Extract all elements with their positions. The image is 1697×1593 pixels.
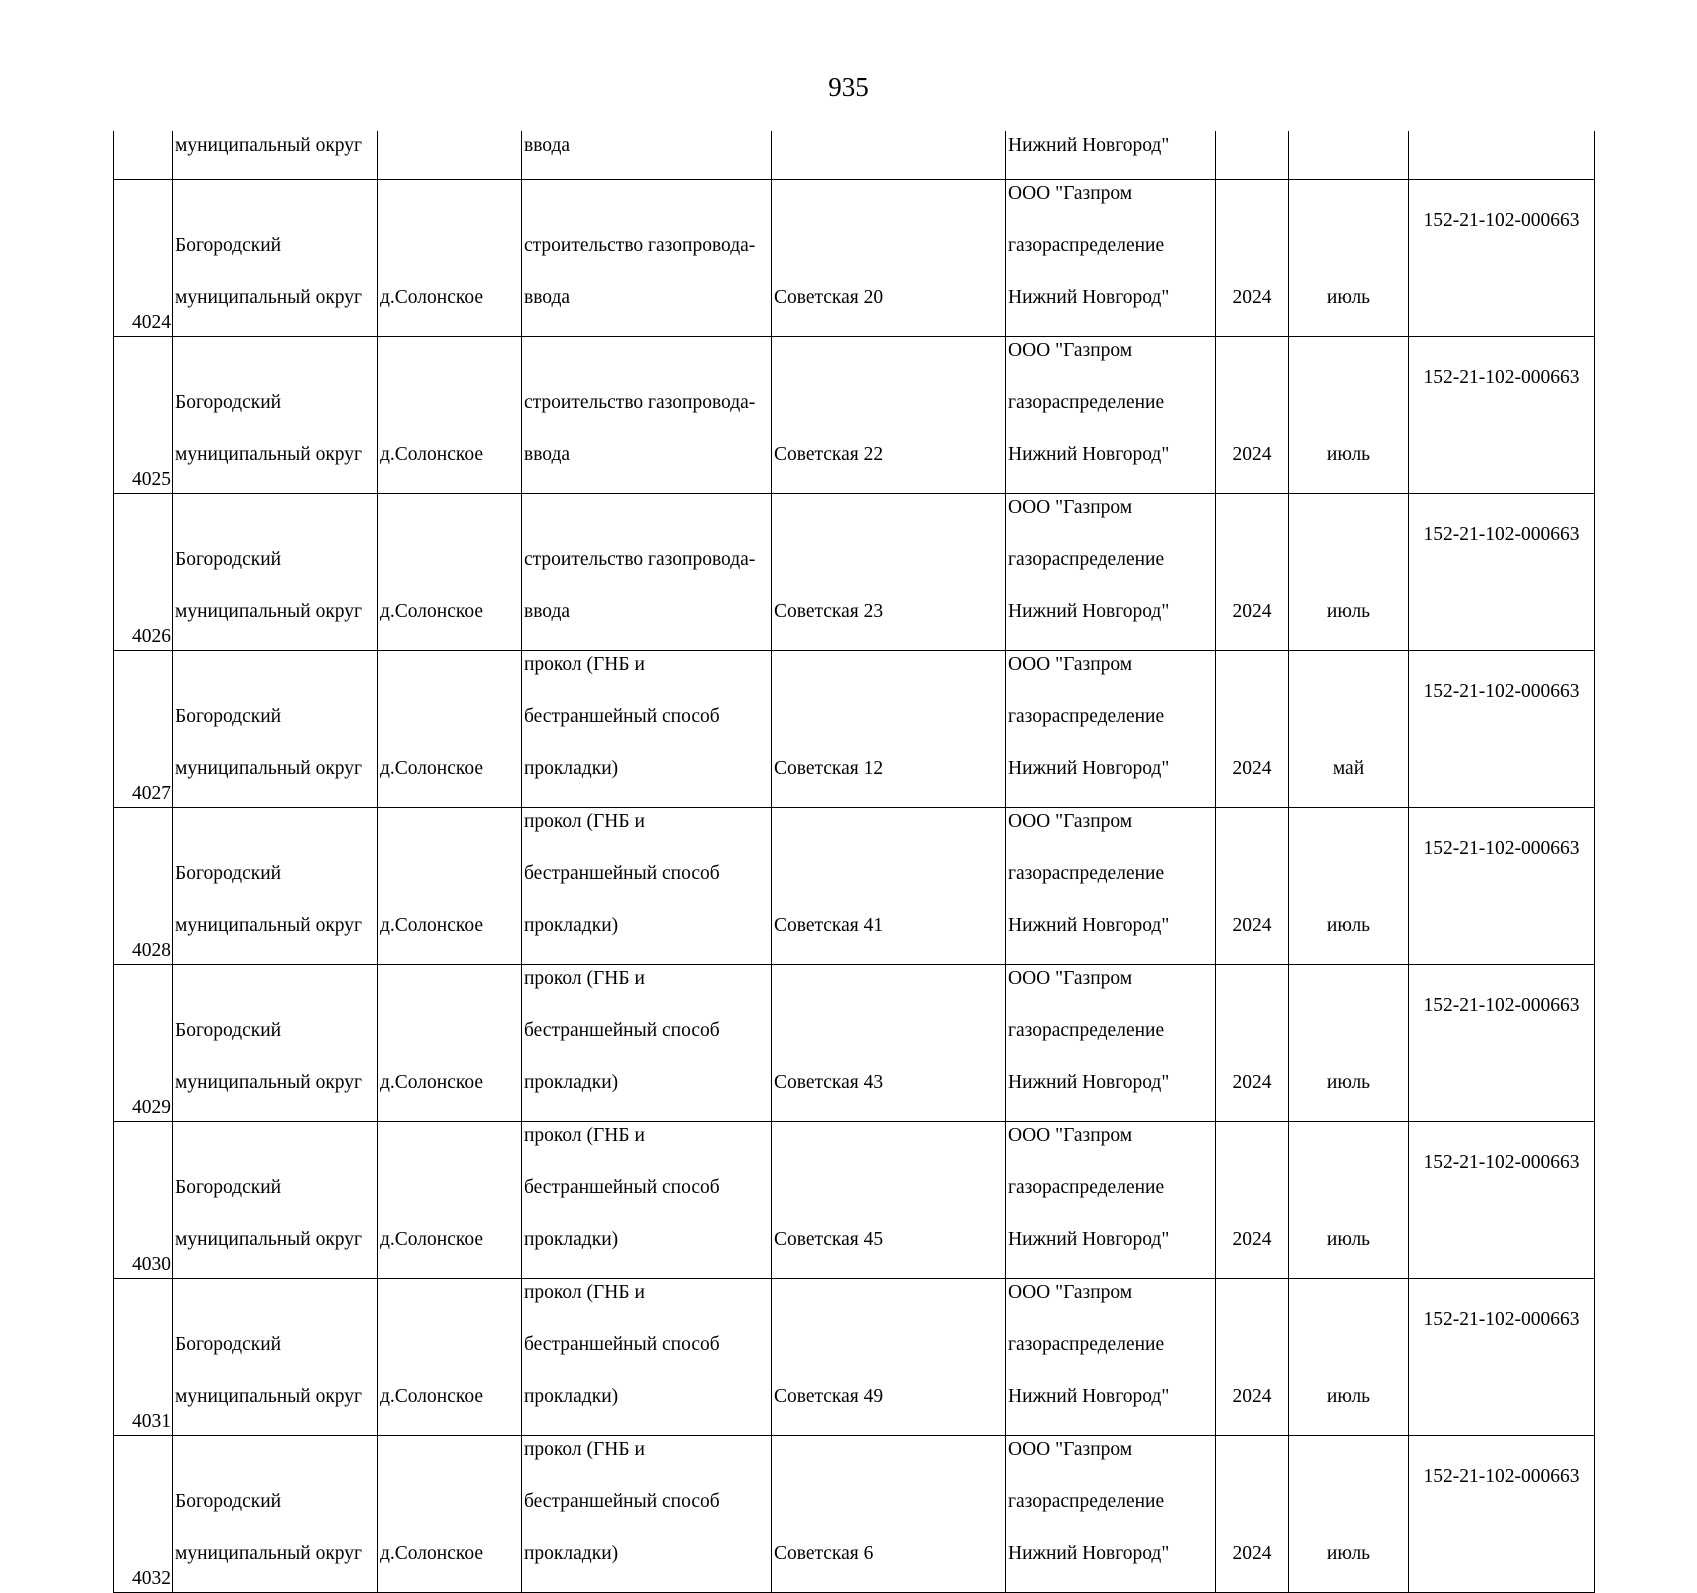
cell-settlement: [378, 131, 522, 180]
cell-district: Богородский муниципальный округ: [173, 965, 378, 1122]
cell-year: [1216, 131, 1289, 180]
cell-code: [1409, 131, 1595, 180]
table-row: [114, 808, 1595, 965]
cell-settlement: д.Солонское: [378, 180, 522, 337]
cell-year: 2024: [1216, 180, 1289, 337]
table-row: [114, 651, 1595, 808]
table-row-continued: [114, 131, 1595, 180]
gas-works-table: [113, 131, 1595, 1593]
cell-district: Богородский муниципальный округ: [173, 337, 378, 494]
cell-month: июль: [1289, 1436, 1409, 1593]
cell-owner: ООО "Газпром газораспределение Нижний Новгород": [1006, 337, 1216, 494]
cell-work: прокол (ГНБ и бестраншейный способ прокладки): [522, 965, 772, 1122]
cell-num: 4028: [114, 808, 173, 965]
table-row: [114, 1122, 1595, 1279]
cell-year: 2024: [1216, 1279, 1289, 1436]
cell-code: 152-21-102-000663: [1409, 337, 1595, 494]
cell-num: 4027: [114, 651, 173, 808]
cell-owner: ООО "Газпром газораспределение Нижний Новгород": [1006, 494, 1216, 651]
cell-settlement: д.Солонское: [378, 494, 522, 651]
cell-settlement: д.Солонское: [378, 337, 522, 494]
table-row: [114, 494, 1595, 651]
cell-month: июль: [1289, 965, 1409, 1122]
cell-code: 152-21-102-000663: [1409, 651, 1595, 808]
cell-district: Богородский муниципальный округ: [173, 651, 378, 808]
cell-owner: ООО "Газпром газораспределение Нижний Новгород": [1006, 1122, 1216, 1279]
cell-work: прокол (ГНБ и бестраншейный способ прокладки): [522, 1122, 772, 1279]
cell-work: ввода: [522, 131, 772, 180]
cell-month: июль: [1289, 1122, 1409, 1279]
cell-address: Советская 43: [772, 965, 1006, 1122]
cell-address: Советская 6: [772, 1436, 1006, 1593]
cell-work: прокол (ГНБ и бестраншейный способ прокладки): [522, 651, 772, 808]
table-row: [114, 180, 1595, 337]
cell-district: Богородский муниципальный округ: [173, 1436, 378, 1593]
cell-work: строительство газопровода- ввода: [522, 337, 772, 494]
cell-year: 2024: [1216, 651, 1289, 808]
cell-code: 152-21-102-000663: [1409, 494, 1595, 651]
cell-num: 4030: [114, 1122, 173, 1279]
cell-address: Советская 20: [772, 180, 1006, 337]
cell-month: июль: [1289, 180, 1409, 337]
cell-code: 152-21-102-000663: [1409, 808, 1595, 965]
cell-owner: ООО "Газпром газораспределение Нижний Новгород": [1006, 180, 1216, 337]
cell-year: 2024: [1216, 494, 1289, 651]
cell-work: прокол (ГНБ и бестраншейный способ прокладки): [522, 1436, 772, 1593]
cell-num: 4029: [114, 965, 173, 1122]
cell-address: Советская 41: [772, 808, 1006, 965]
cell-address: Советская 12: [772, 651, 1006, 808]
cell-settlement: д.Солонское: [378, 651, 522, 808]
cell-month: [1289, 131, 1409, 180]
cell-work: строительство газопровода- ввода: [522, 494, 772, 651]
cell-district: Богородский муниципальный округ: [173, 180, 378, 337]
cell-settlement: д.Солонское: [378, 1279, 522, 1436]
cell-work: прокол (ГНБ и бестраншейный способ прокладки): [522, 1279, 772, 1436]
cell-num: 4032: [114, 1436, 173, 1593]
cell-month: июль: [1289, 494, 1409, 651]
cell-code: 152-21-102-000663: [1409, 965, 1595, 1122]
cell-address: [772, 131, 1006, 180]
table-row: [114, 1279, 1595, 1436]
cell-year: 2024: [1216, 1436, 1289, 1593]
cell-address: Советская 45: [772, 1122, 1006, 1279]
cell-code: 152-21-102-000663: [1409, 180, 1595, 337]
cell-num: 4026: [114, 494, 173, 651]
cell-year: 2024: [1216, 808, 1289, 965]
cell-settlement: д.Солонское: [378, 1436, 522, 1593]
cell-owner: ООО "Газпром газораспределение Нижний Новгород": [1006, 1279, 1216, 1436]
cell-district: Богородский муниципальный округ: [173, 1122, 378, 1279]
table-row: [114, 337, 1595, 494]
cell-year: 2024: [1216, 1122, 1289, 1279]
cell-district: Богородский муниципальный округ: [173, 808, 378, 965]
cell-year: 2024: [1216, 965, 1289, 1122]
cell-address: Советская 49: [772, 1279, 1006, 1436]
cell-num: [114, 131, 173, 180]
cell-owner: ООО "Газпром газораспределение Нижний Новгород": [1006, 808, 1216, 965]
cell-month: июль: [1289, 1279, 1409, 1436]
cell-work: прокол (ГНБ и бестраншейный способ прокладки): [522, 808, 772, 965]
page-number: 935: [828, 72, 869, 102]
cell-owner: ООО "Газпром газораспределение Нижний Новгород": [1006, 965, 1216, 1122]
cell-address: Советская 22: [772, 337, 1006, 494]
cell-month: июль: [1289, 808, 1409, 965]
cell-num: 4024: [114, 180, 173, 337]
table-row: [114, 1436, 1595, 1593]
cell-code: 152-21-102-000663: [1409, 1436, 1595, 1593]
cell-address: Советская 23: [772, 494, 1006, 651]
cell-num: 4025: [114, 337, 173, 494]
cell-month: июль: [1289, 337, 1409, 494]
cell-district: Богородский муниципальный округ: [173, 494, 378, 651]
cell-num: 4031: [114, 1279, 173, 1436]
cell-settlement: д.Солонское: [378, 808, 522, 965]
table-row: [114, 965, 1595, 1122]
cell-district: муниципальный округ: [173, 131, 378, 180]
cell-owner: Нижний Новгород": [1006, 131, 1216, 180]
cell-district: Богородский муниципальный округ: [173, 1279, 378, 1436]
cell-code: 152-21-102-000663: [1409, 1279, 1595, 1436]
cell-month: май: [1289, 651, 1409, 808]
cell-settlement: д.Солонское: [378, 965, 522, 1122]
cell-work: строительство газопровода- ввода: [522, 180, 772, 337]
cell-year: 2024: [1216, 337, 1289, 494]
cell-owner: ООО "Газпром газораспределение Нижний Новгород": [1006, 1436, 1216, 1593]
cell-owner: ООО "Газпром газораспределение Нижний Новгород": [1006, 651, 1216, 808]
cell-code: 152-21-102-000663: [1409, 1122, 1595, 1279]
cell-settlement: д.Солонское: [378, 1122, 522, 1279]
